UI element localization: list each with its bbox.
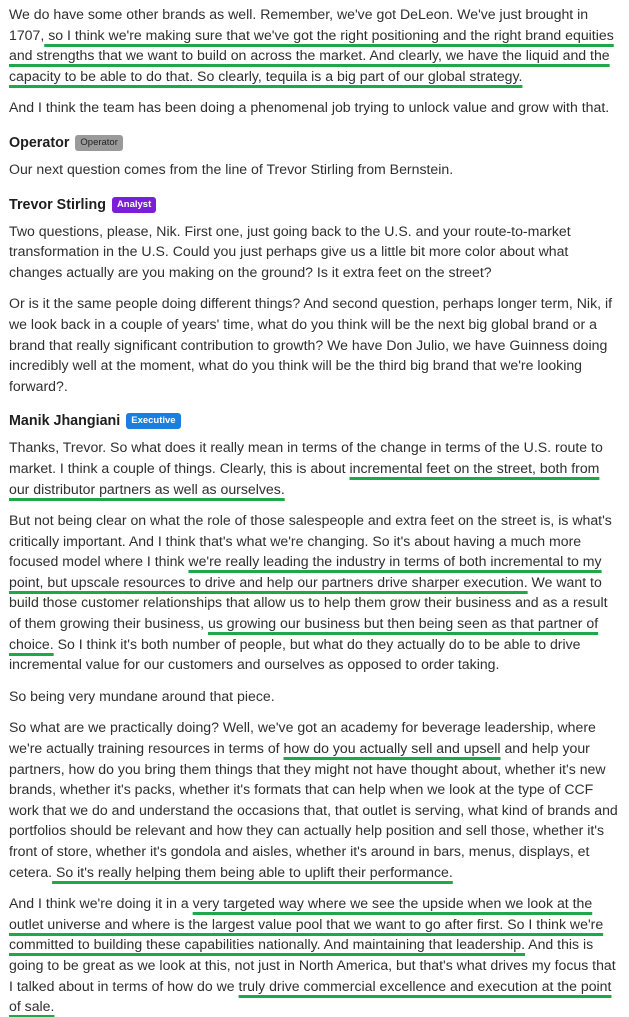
highlighted-text: we're really leading the industry in terms of both incremental to my point, but upscale resources to drive and help our partners drive sharper execution.	[9, 553, 602, 590]
role-badge: Operator	[75, 135, 123, 151]
speaker-name: Operator	[9, 134, 70, 151]
transcript-paragraph	[9, 686, 620, 707]
highlighted-text: us growing our business but then being seen as that partner of choice.	[9, 615, 599, 652]
transcript-paragraph	[9, 97, 620, 118]
transcript-body	[9, 4, 620, 1017]
paragraph-text: So I think it's both number of people, but what do they actually do to be able to drive incremental value for our customers and ourselves as opposed to order taking.	[9, 635, 581, 673]
speaker-header	[9, 133, 620, 153]
paragraph-text: We do have some other brands as well. Remember, we've got DeLeon. We've just brought in 1707,	[9, 6, 589, 43]
speaker-name: Manik Jhangiani	[9, 413, 121, 430]
speaker-header	[9, 411, 620, 431]
paragraph-text: But not being clear on what the role of those salespeople and extra feet on the street is, is what's critically important. And I think that's what we're changing. So it's about having a much more focused model where I think	[9, 512, 612, 570]
paragraph-text: We want to build those customer relationships that allow us to help them grow their business and as a result of them growing their business,	[9, 573, 608, 632]
highlighted-text: so I think we're making sure that we've got the right positioning and the right brand equities and strengths that we want to build on across the market. And clearly, we have the liquid and the capacity to be able to do that. So clearly, tequila is a big part of our global strategy.	[9, 26, 614, 84]
transcript-paragraph	[9, 159, 620, 180]
transcript-paragraph	[9, 221, 620, 283]
speaker-name: Trevor Stirling	[9, 196, 106, 213]
speaker-header	[9, 195, 620, 215]
transcript-paragraph	[9, 510, 620, 675]
paragraph-text: Two questions, please, Nik. First one, just going back to the U.S. and your route-to-market transformation in the U.S. Could you just perhaps give us a little bit more color about what changes actually are you making on the ground? Is it extra feet on the street?	[9, 222, 571, 280]
transcript-paragraph	[9, 4, 620, 86]
paragraph-text: So what are we practically doing? Well, we've got an academy for beverage leadership, where we're actually training resources in terms of	[9, 719, 596, 757]
paragraph-text: And I think we're doing it in a	[9, 895, 193, 912]
highlighted-text: incremental feet on the street, both from our distributor partners as well as ourselves.	[9, 459, 600, 497]
paragraph-text: Or is it the same people doing different things? And second question, perhaps longer term, Nik, if we look back in a couple of years' time, what do you think will be the next big global brand or a brand that really significant contribution to growth? We have Don Julio, we have Guinness doing incredibly well at the moment, what do you think will be the third big brand that we're looking forward?.	[9, 295, 612, 394]
transcript-paragraph	[9, 717, 620, 882]
paragraph-text: Our next question comes from the line of Trevor Stirling from Bernstein.	[9, 160, 454, 177]
paragraph-text: So being very mundane around that piece.	[9, 687, 275, 704]
transcript-paragraph	[9, 893, 620, 1017]
paragraph-text: And this is going to be great as we look at this, not just in North America, but that's what drives my focus that I talked about in terms of how do we	[9, 936, 616, 994]
transcript-paragraph	[9, 437, 620, 499]
role-badge: Analyst	[112, 197, 156, 213]
highlighted-text: truly drive commercial excellence and execution at the point of sale.	[9, 977, 612, 1015]
paragraph-text: and help your partners, how do you bring them things that they might not have thought about, whether it's new brands, whether it's packs, whether it's formats that can help when we look at the type of CCF work that we do and understand the occasions that, that outlet is serving, what kind of brands and portfolios should be relevant and how they can actually help position and sell those, whether it's front of store, whether it's gondola and aisles, whether it's around in bars, menus, displays, et cetera.	[9, 740, 618, 880]
highlighted-text: So it's really helping them being able to uplift their performance.	[52, 863, 453, 880]
paragraph-text: Thanks, Trevor. So what does it really mean in terms of the change in terms of the U.S. route to market. I think a couple of things. Clearly, this is about	[9, 439, 603, 476]
transcript-paragraph	[9, 293, 620, 396]
highlighted-text: very targeted way where we see the upside when we look at the outlet universe and where is the largest value pool that we want to go after first. So I think we're committed to building these capabilities nationally. And maintaining that leadership.	[9, 895, 604, 953]
paragraph-text: And I think the team has been doing a phenomenal job trying to unlock value and grow with that.	[9, 99, 610, 116]
role-badge: Executive	[126, 413, 180, 429]
highlighted-text: how do you actually sell and upsell	[283, 740, 501, 757]
